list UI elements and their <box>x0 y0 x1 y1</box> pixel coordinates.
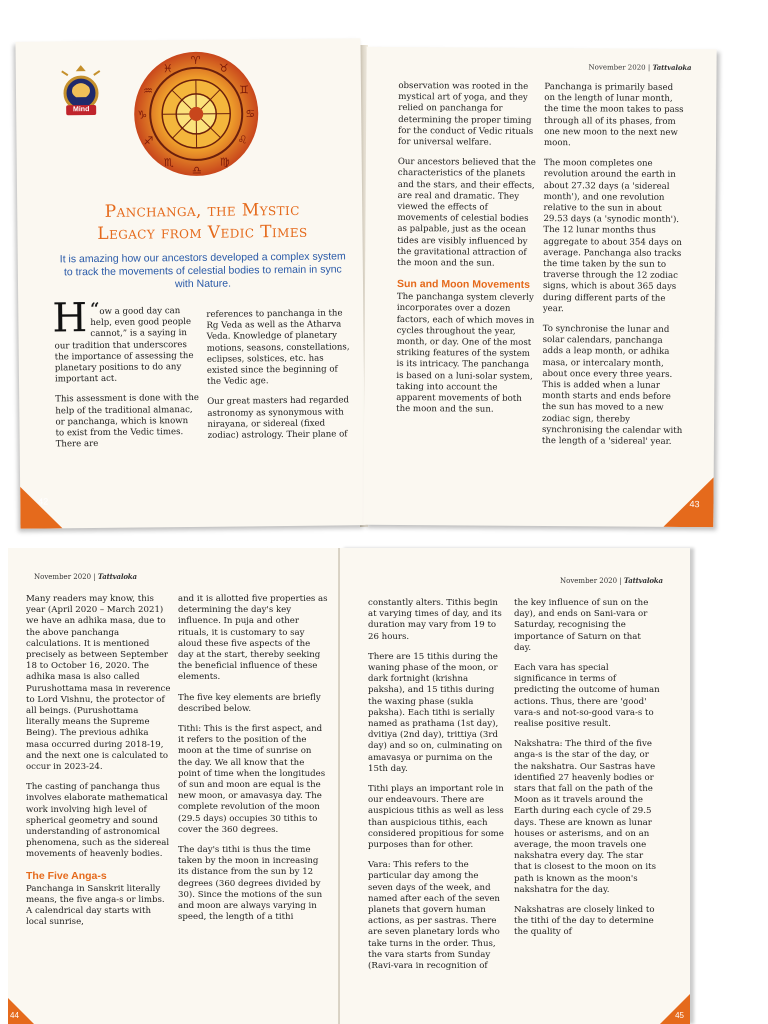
page-number-44: 44 <box>10 1011 19 1020</box>
paragraph: and it is allotted five properties as determining the day's key influence. In puja and other rituals, it is customary to say aloud these five aspects of the day at the start, thereby seeking the beneficial influence of these elements. <box>178 594 328 683</box>
svg-text:♒: ♒ <box>142 84 153 98</box>
paragraph: The day's tithi is thus the time taken by the moon in increasing its distance from the sun by 12 degrees (360 degrees divided by 30). Since the motions of the sun and moon are always varying in speed, the length of a tithi <box>178 845 323 923</box>
paragraph: The moon completes one revolution around the earth in about 27.32 days (a 'sidereal month'), and one revolution relative to the sun in about 29.53 days (a 'synodic month'). The 12 lunar months thus aggregate to about 354 days on average. Panchanga also tracks the time taken by the sun to traverse through the 12 zodiac signs, which is about 365 days during different parts of the year. <box>542 158 682 315</box>
page-number-42: 42 <box>38 496 49 507</box>
paragraph: Panchanga in Sanskrit literally means, the five anga-s or limbs. A calendrical day starts with local sunrise, <box>26 883 165 928</box>
svg-text:♈: ♈ <box>190 53 201 67</box>
p43-column-1 <box>396 81 536 425</box>
section-heading: Sun and Moon Movements <box>396 278 531 292</box>
p42-column-1 <box>52 295 200 460</box>
page-number-45: 45 <box>675 1011 684 1020</box>
title-line-2: Legacy from Vedic Times <box>97 221 308 244</box>
header-date: November 2020 <box>34 573 92 581</box>
paragraph: There are 15 tithis during the waning phase of the moon, or dark fortnight (krishna paksha), and 15 tithis during the waxing phase (sukla paksha). Each tithi is serially named as prathama (1st day), dvitiya (2nd day), trittiya (3rd day) and so on, culminating on amavasya or purnima on the 15th day. <box>368 651 503 774</box>
svg-text:♌: ♌ <box>237 133 248 147</box>
svg-text:♍: ♍ <box>219 155 230 169</box>
header-date: November 2020 <box>560 577 618 585</box>
title-line-1: Panchanga, the Mystic <box>104 199 300 222</box>
paragraph: Our ancestors believed that the characteristics of the planets and the stars, and their effects, are real and dramatic. They viewed the effects of movements of celestial bodies as palpable, just as the ocean tides are visibly influenced by the gravitational attraction of the moon and the sun. <box>397 157 536 269</box>
page-42 <box>15 38 365 529</box>
page-45 <box>340 548 690 1024</box>
paragraph: constantly alters. Tithis begin at varying times of day, and its duration may vary from 19 to 26 hours. <box>368 598 502 642</box>
paragraph: observation was rooted in the mystical art of yoga, and they relied on panchanga for determining the proper timing for the conduct of Vedic rituals for universal welfare. <box>397 81 534 148</box>
p44-column-1 <box>26 594 172 937</box>
svg-text:♊: ♊ <box>238 83 249 97</box>
paragraph: Many readers may know, this year (April 2020 – March 2021) we have an adhika masa, due to the above panchanga calculations. It is mentioned precisely as between September 18 to October 16, 2020. The adhika masa is also called Purushottama masa in reverence to Lord Vishnu, the protector of all beings. (Purushottama literally means the Supreme Being). The previous adhika masa occurred during 2018-19, and the next one is calculated to occur in 2023-24. <box>26 594 171 773</box>
p45-column-2 <box>514 598 660 948</box>
header-date: November 2020 <box>588 63 646 72</box>
article-subtitle: It is amazing how our ancestors developed a complex system to track the movements of celestial bodies to remain in sync with Nature. <box>59 250 346 291</box>
svg-text:♏: ♏ <box>163 156 174 170</box>
svg-text:♋: ♋ <box>245 107 256 121</box>
svg-text:♑: ♑ <box>137 108 148 122</box>
intro-paragraph <box>52 295 199 386</box>
svg-text:♎: ♎ <box>191 163 202 177</box>
intro-text: ow a good day can help, even good people cannot,” is a saying in our tradition that underscores the importance of assessing the planetary positions to do any important act. <box>54 306 194 385</box>
svg-text:♐: ♐ <box>143 134 154 148</box>
paragraph: Tithi plays an important role in our endeavours. There are auspicious tithis as well as less than auspicious tithis, each considered propitious for some purposes than for other. <box>368 784 504 851</box>
paragraph: The panchanga system cleverly incorporates over a dozen factors, each of which moves in cycles throughout the year, month, or day. One of the most striking features of the system is its intricacy. The panchanga is based on a luni-solar system, taking into account the apparent movements of both the moon and the sun. <box>396 292 535 415</box>
paragraph: Nakshatras are closely linked to the tithi of the day to determine the quality of <box>514 905 655 938</box>
paragraph: To synchronise the lunar and solar calendars, panchanga adds a leap month, or adhika masa, or intercalary month, about once every three years. This is added when a lunar month starts and ends before the sun has moved to a new zodiac sign, thereby synchronising the calendar with the length of a 'sidereal' year. <box>541 324 683 448</box>
header-magazine: Tattvaloka <box>623 576 663 585</box>
header-magazine: Tattvaloka <box>97 572 137 581</box>
running-header-45 <box>560 576 663 585</box>
p42-column-2 <box>206 308 353 451</box>
running-header-44 <box>34 572 137 581</box>
badge-label: Mind <box>72 106 90 114</box>
paragraph: Our great masters had regarded astronomy as synonymous with nirayana, or sidereal (fixed zodiac) astrology. Their plane of <box>207 395 350 441</box>
header-magazine: Tattvaloka <box>652 62 692 73</box>
running-header-43 <box>589 62 692 72</box>
paragraph: Vara: This refers to the particular day among the seven days of the week, and named after each of the seven planets that govern human actions, as per sastras. There are seven planetary lords who take turns in the order. Thus, the vara starts from Sunday (Ravi-vara in recognition of <box>368 860 500 972</box>
paragraph: The casting of panchanga thus involves elaborate mathematical work involving high level of spherical geometry and sound understanding of astronomical phenomena, such as the sidereal movements of heavenly bodies. <box>26 782 170 860</box>
paragraph: references to panchanga in the Rg Veda as well as the Atharva Veda. Knowledge of planetary motions, seasons, constellations, eclipses, solstices, etc. has existed since the beginning of the Vedic age. <box>206 308 350 388</box>
svg-text:♉: ♉ <box>218 61 229 75</box>
paragraph: The five key elements are briefly described below. <box>178 692 321 714</box>
p44-column-2 <box>178 594 328 932</box>
page-43 <box>363 47 716 527</box>
page-44 <box>8 548 338 1024</box>
p45-column-1 <box>368 598 506 981</box>
drop-cap: H <box>52 295 88 342</box>
paragraph: Panchanga is primarily based on the length of lunar month, the time the moon takes to pass through all of its phases, from one new moon to the next new moon. <box>543 82 684 149</box>
paragraph: Nakshatra: The third of the five anga-s is the star of the day, or the nakshatra. Our Sastras have identified 27 heavenly bodies or stars that fall on the path of the Moon as it travels around the Earth during each cycle of 29.5 days. These are known as lunar houses or asterisms, and on an average, the moon travels one nakshatra every day. The star that is closest to the moon on its path is known as the moon's nakshatra for the day. <box>514 739 656 895</box>
paragraph: the key influence of sun on the day), and ends on Sani-vara or Saturday, recognising the importance of Saturn on that day. <box>514 598 649 653</box>
p43-column-2 <box>542 82 687 457</box>
open-quote: “ <box>90 298 100 319</box>
page-corner-42 <box>20 486 62 528</box>
header-separator: | <box>619 577 622 585</box>
paragraph: Tithi: This is the first aspect, and it refers to the position of the moon at the time of sunrise on the day. We all know that the point of time when the longitudes of sun and moon are equal is the new moon, or amavasya day. The complete revolution of the moon (29.5 days) occupies 30 tithis to cover the 360 degrees. <box>178 724 326 835</box>
section-heading: The Five Anga-s <box>26 869 107 882</box>
page-number-43: 43 <box>689 499 700 510</box>
svg-text:♓: ♓ <box>162 62 173 76</box>
paragraph: Each vara has special significance in terms of predicting the outcome of human actions. Thus, there are 'good' vara-s and not-so-good vara-s to realise positive result. <box>514 663 660 730</box>
paragraph: This assessment is done with the help of the traditional almanac, or panchanga, which is known to exist from the Vedic times. There are <box>55 393 200 450</box>
zodiac-wheel-illustration <box>132 49 261 178</box>
header-separator: | <box>647 63 651 72</box>
article-title <box>72 199 332 246</box>
header-separator: | <box>93 573 96 581</box>
